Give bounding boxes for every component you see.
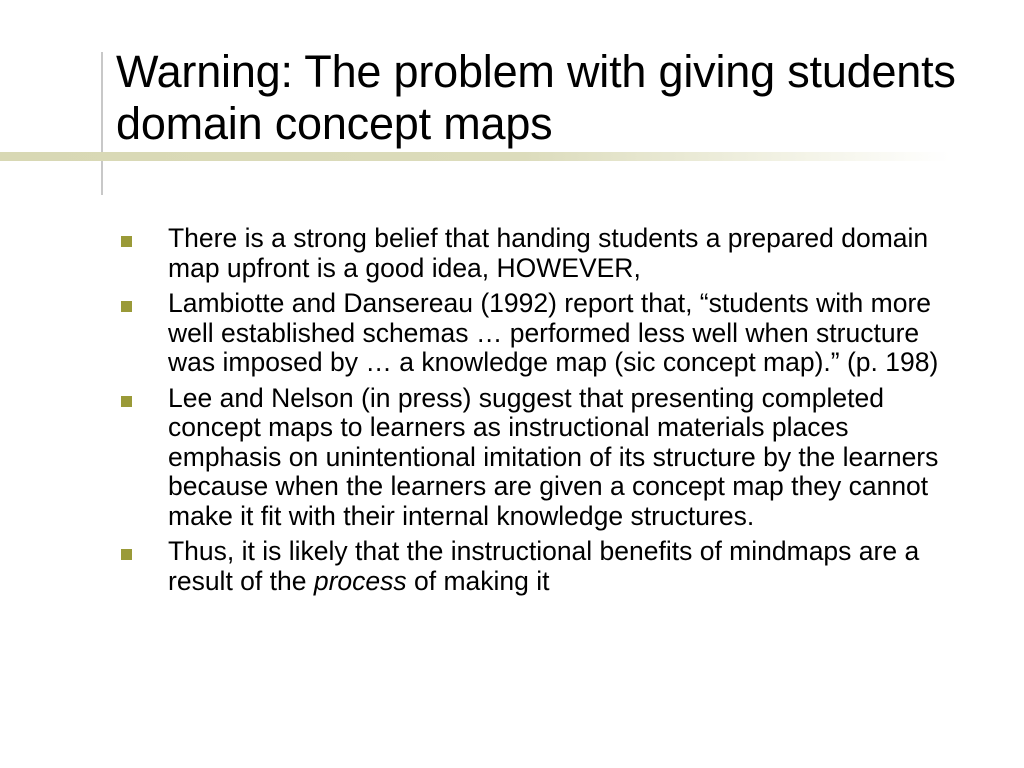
- square-bullet-icon: [121, 301, 132, 312]
- square-bullet-icon: [121, 236, 132, 247]
- bullet-list: [118, 224, 948, 602]
- bullet-text: [168, 536, 919, 596]
- square-bullet-icon: [121, 396, 132, 407]
- square-bullet-icon: [121, 549, 132, 560]
- bullet-item-2: [118, 289, 948, 378]
- bullet-item-3: [118, 384, 948, 532]
- bullet-text: Lambiotte and Dansereau (1992) report that, “students with more well established schemas … performed less well when structure was imposed by … a knowledge map (sic concept map).” (p. 198): [168, 288, 939, 377]
- bullet-text: Lee and Nelson (in press) suggest that presenting completed concept maps to learners as instructional materials places emphasis on unintentional imitation of its structure by the learners because when the learners are given a concept map they cannot make it fit with their internal knowledge structures.: [168, 382, 939, 531]
- bullet-text-before: Thus, it is likely that the instructional benefits of mindmaps are a result of the: [168, 536, 920, 596]
- title-divider-vertical: [101, 52, 103, 195]
- bullet-text-after: of making it: [406, 565, 550, 596]
- bullet-text: There is a strong belief that handing students a prepared domain map upfront is a good idea, HOWEVER,: [168, 223, 929, 283]
- bullet-item-1: [118, 224, 948, 283]
- slide-title: Warning: The problem with giving students domain concept maps: [116, 46, 956, 149]
- emphasis-text: process: [313, 565, 407, 596]
- title-underline-band: [0, 152, 950, 161]
- bullet-item-4: [118, 537, 948, 596]
